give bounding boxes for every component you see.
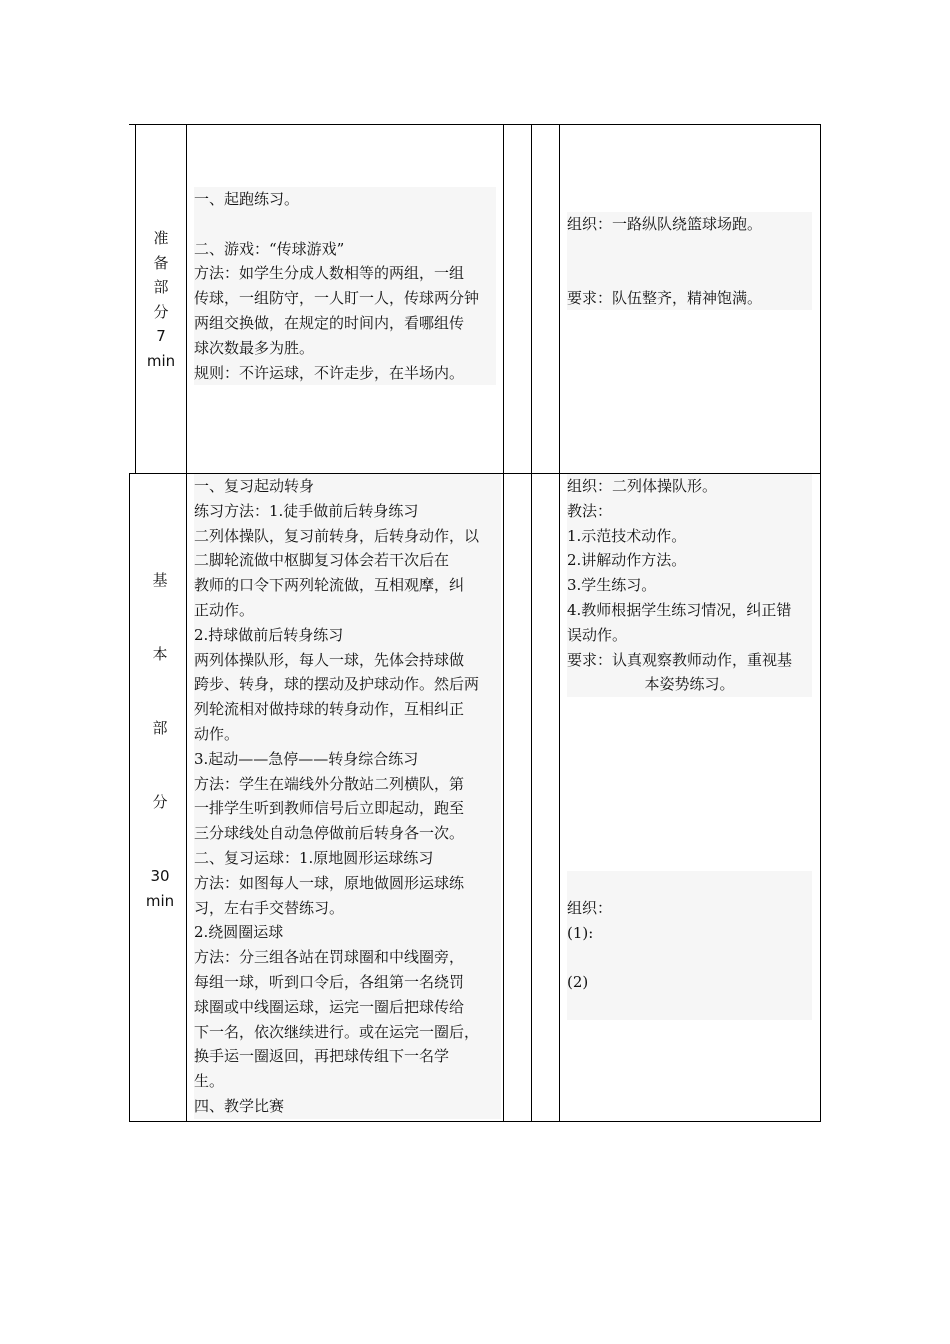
prep-label-time-unit: min <box>146 351 176 370</box>
basic-line-6: 正动作。 <box>194 600 255 619</box>
basic-org-line-2: 教法： <box>567 501 613 520</box>
basic-line-8: 两列体操队形，每人一球，先体会持球做 <box>194 650 465 669</box>
basic-org-line-9: 本姿势练习。 <box>644 675 735 694</box>
prep-method-line-1: 方法：如学生分成人数相等的两组，一组 <box>194 264 465 283</box>
basic-label-char-3: 部 <box>152 719 168 737</box>
basic-line-19: 2.绕圆圈运球 <box>194 923 284 942</box>
basic-line-16: 二、复习运球：1.原地圆形运球练习 <box>194 848 434 867</box>
basic-content-cell <box>194 474 501 1119</box>
prep-item-2: 二、游戏：“传球游戏” <box>194 239 345 258</box>
prep-label-char-1: 准 <box>153 229 169 247</box>
prep-organization-text: 组织：一路纵队绕篮球场跑。 <box>567 215 763 233</box>
prep-content-cell <box>194 187 496 385</box>
prep-item-1: 一、起跑练习。 <box>194 190 300 208</box>
prep-label-char-2: 备 <box>153 253 169 272</box>
drill-org-title: 组织： <box>567 898 613 917</box>
table-border-bottom <box>129 1121 821 1122</box>
basic-line-22: 球圈或中线圈运球，运完一圈后把球传给 <box>194 997 465 1016</box>
prep-section-label <box>137 226 185 374</box>
col-divider-2 <box>503 124 504 1122</box>
basic-line-3: 二列体操队，复习前转身，后转身动作，以 <box>194 526 480 545</box>
basic-line-21: 每组一球，听到口令后，各组第一名绕罚 <box>194 972 465 991</box>
basic-org-line-8: 要求：认真观察教师动作，重视基 <box>567 650 793 669</box>
prep-rule-line: 规则：不许运球，不许走步，在半场内。 <box>194 363 465 382</box>
prep-requirement-text: 要求：队伍整齐，精神饱满。 <box>567 289 763 308</box>
prep-label-char-3: 部 <box>153 278 169 297</box>
basic-line-20: 方法：分三组各站在罚球圈和中线圈旁， <box>194 948 465 967</box>
basic-line-11: 动作。 <box>194 724 240 743</box>
prep-blank-line <box>194 212 496 237</box>
basic-line-9: 跨步、转身，球的摆动及护球动作。然后两 <box>194 675 480 694</box>
basic-org-line-3: 1.示范技术动作。 <box>567 526 687 545</box>
basic-line-17: 方法：如图每人一球，原地做圆形运球练 <box>194 873 465 892</box>
basic-section-label <box>135 568 185 913</box>
basic-line-10: 列轮流相对做持球的转身动作，互相纠正 <box>194 700 465 719</box>
prep-label-time-value: 7 <box>156 327 166 346</box>
basic-line-1: 一、复习起动转身 <box>194 477 315 495</box>
basic-label-char-4: 分 <box>152 793 168 811</box>
table-border-left-top <box>135 124 136 473</box>
basic-line-12: 3.起动——急停——转身综合练习 <box>194 749 419 768</box>
basic-org-line-1: 组织：二列体操队形。 <box>567 477 718 495</box>
basic-label-char-2: 本 <box>152 645 168 663</box>
basic-label-time-unit: min <box>145 891 175 910</box>
basic-label-char-1: 基 <box>152 571 168 589</box>
basic-organization-cell <box>567 474 812 697</box>
drill-organization-cell <box>567 871 812 1020</box>
basic-line-14: 一排学生听到教师信号后立即起动，跑至 <box>194 799 465 818</box>
basic-line-23: 下一名，依次继续进行。或在运完一圈后， <box>194 1022 480 1041</box>
basic-org-line-4: 2.讲解动作方法。 <box>567 551 687 570</box>
drill-org-item-2: (2) <box>567 973 589 992</box>
table-border-top <box>135 124 821 125</box>
drill-org-item-1: (1): <box>567 923 594 942</box>
col-divider-3 <box>531 124 532 1122</box>
basic-line-2: 练习方法：1.徒手做前后转身练习 <box>194 501 419 520</box>
basic-line-26: 四、教学比赛 <box>194 1096 285 1115</box>
col-divider-4 <box>559 124 560 1122</box>
basic-line-13: 方法：学生在端线外分散站二列横队，第 <box>194 774 465 793</box>
prep-label-char-4: 分 <box>153 302 169 321</box>
prep-organization-cell <box>567 212 812 310</box>
basic-org-line-7: 误动作。 <box>567 625 628 644</box>
prep-method-line-3: 两组交换做，在规定的时间内，看哪组传 <box>194 313 465 332</box>
basic-org-line-6: 4.教师根据学生练习情况，纠正错 <box>567 600 792 619</box>
basic-line-7: 2.持球做前后转身练习 <box>194 625 344 644</box>
basic-line-5: 教师的口令下两列轮流做，互相观摩，纠 <box>194 576 465 595</box>
table-border-left-bottom <box>129 473 130 1122</box>
basic-line-4: 二脚轮流做中枢脚复习体会若干次后在 <box>194 551 450 570</box>
basic-line-24: 换手运一圈返回，再把球传组下一名学 <box>194 1047 450 1066</box>
basic-label-time-value: 30 <box>150 867 170 885</box>
prep-method-line-2: 传球，一组防守，一人盯一人，传球两分钟 <box>194 289 480 308</box>
basic-org-line-5: 3.学生练习。 <box>567 576 657 595</box>
col-divider-1 <box>186 124 187 1122</box>
prep-method-line-4: 球次数最多为胜。 <box>194 338 315 357</box>
corner-tick <box>129 124 135 125</box>
basic-line-15: 三分球线处自动急停做前后转身各一次。 <box>194 824 465 843</box>
table-border-right <box>820 124 821 1122</box>
basic-line-25: 生。 <box>194 1072 225 1091</box>
basic-line-18: 习，左右手交替练习。 <box>194 898 345 917</box>
